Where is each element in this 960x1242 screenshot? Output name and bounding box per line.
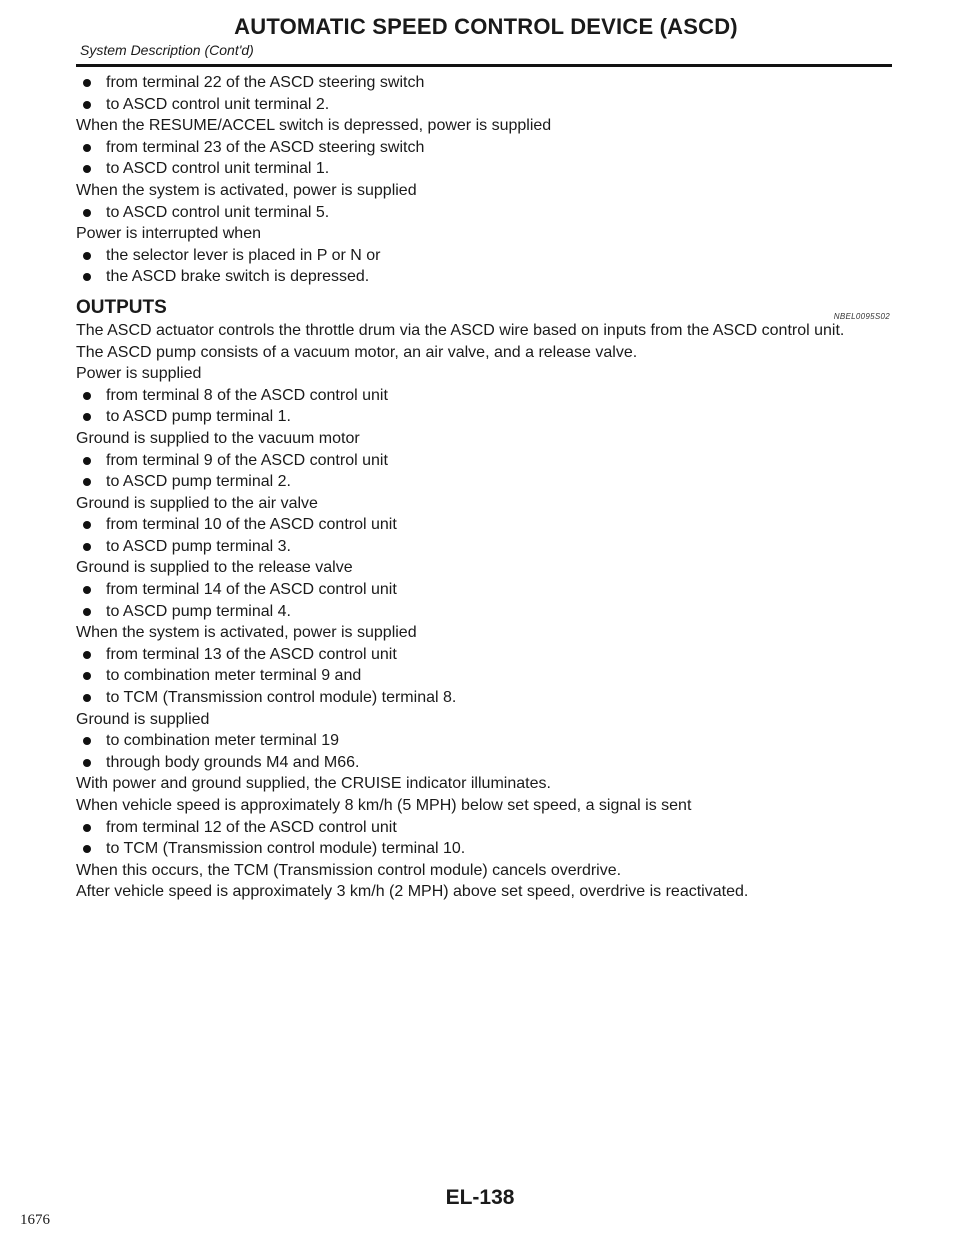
line-text: to ASCD control unit terminal 1. <box>106 160 330 178</box>
section-title: OUTPUTS <box>76 296 167 318</box>
bullet-item <box>76 94 894 116</box>
bullet-dot-icon <box>83 521 91 529</box>
paragraph-line <box>76 115 894 137</box>
bullet-dot-icon <box>83 759 91 767</box>
line-text: When the system is activated, power is supplied <box>76 181 417 199</box>
bullet-item <box>76 838 894 860</box>
line-text: Ground is supplied <box>76 710 210 728</box>
line-text: from terminal 12 of the ASCD control unit <box>106 818 397 836</box>
document-body <box>76 72 894 903</box>
bullet-item <box>76 665 894 687</box>
line-text: to ASCD pump terminal 2. <box>106 473 291 491</box>
bullet-dot-icon <box>83 457 91 465</box>
line-text: Power is supplied <box>76 365 202 383</box>
line-text: With power and ground supplied, the CRUISE indicator illuminates. <box>76 775 551 793</box>
line-text: Power is interrupted when <box>76 225 261 243</box>
bullet-item <box>76 730 894 752</box>
bullet-item <box>76 406 894 428</box>
paragraph-line <box>76 795 894 817</box>
line-text: When this occurs, the TCM (Transmission control module) cancels overdrive. <box>76 861 622 879</box>
line-text: to ASCD pump terminal 3. <box>106 537 291 555</box>
bullet-dot-icon <box>83 824 91 832</box>
bullet-dot-icon <box>83 672 91 680</box>
line-text: to combination meter terminal 19 <box>106 732 339 750</box>
line-text: from terminal 8 of the ASCD control unit <box>106 386 388 404</box>
line-text: the ASCD brake switch is depressed. <box>106 268 370 286</box>
paragraph-line <box>76 180 894 202</box>
bullet-item <box>76 245 894 267</box>
paragraph-line <box>76 773 894 795</box>
line-text: to ASCD pump terminal 4. <box>106 602 291 620</box>
bullet-item <box>76 644 894 666</box>
line-text: Ground is supplied to the release valve <box>76 559 353 577</box>
bullet-item <box>76 514 894 536</box>
bullet-dot-icon <box>83 79 91 87</box>
bullet-item <box>76 202 894 224</box>
bullet-item <box>76 817 894 839</box>
line-text: from terminal 14 of the ASCD control unit <box>106 581 397 599</box>
line-text: to TCM (Transmission control module) terminal 10. <box>106 840 466 858</box>
bullet-dot-icon <box>83 543 91 551</box>
line-text: to ASCD control unit terminal 2. <box>106 95 330 113</box>
line-text: to ASCD control unit terminal 5. <box>106 203 330 221</box>
outputs-section-header <box>76 296 894 320</box>
bullet-dot-icon <box>83 209 91 217</box>
inputs-continued-block <box>76 72 894 288</box>
bullet-dot-icon <box>83 845 91 853</box>
bullet-item <box>76 158 894 180</box>
bullet-dot-icon <box>83 737 91 745</box>
bullet-item <box>76 579 894 601</box>
line-text: from terminal 22 of the ASCD steering switch <box>106 74 425 91</box>
paragraph-line <box>76 428 894 450</box>
bullet-dot-icon <box>83 651 91 659</box>
line-text: Ground is supplied to the vacuum motor <box>76 429 360 447</box>
bullet-dot-icon <box>83 694 91 702</box>
line-text: When vehicle speed is approximately 8 km/h (5 MPH) below set speed, a signal is sent <box>76 797 692 814</box>
line-text: from terminal 23 of the ASCD steering switch <box>106 138 425 156</box>
bullet-item <box>76 471 894 493</box>
paragraph-line <box>76 363 894 385</box>
page-number: EL-138 <box>445 1186 515 1209</box>
paragraph-line <box>76 860 894 882</box>
bullet-item <box>76 536 894 558</box>
line-text: to TCM (Transmission control module) terminal 8. <box>106 689 457 707</box>
bullet-dot-icon <box>83 144 91 152</box>
page-title: AUTOMATIC SPEED CONTROL DEVICE (ASCD) <box>234 14 738 39</box>
line-text: The ASCD pump consists of a vacuum motor, an air valve, and a release valve. <box>76 343 638 361</box>
line-text: to combination meter terminal 9 and <box>106 667 362 685</box>
line-text: from terminal 10 of the ASCD control unit <box>106 516 397 534</box>
line-text: The ASCD actuator controls the throttle drum via the ASCD wire based on inputs from the ASCD control unit. <box>76 321 845 339</box>
bullet-dot-icon <box>83 392 91 400</box>
bullet-item <box>76 687 894 709</box>
bullet-dot-icon <box>83 165 91 173</box>
paragraph-line <box>76 622 894 644</box>
bullet-item <box>76 137 894 159</box>
page-header <box>80 14 892 58</box>
paragraph-line <box>76 709 894 731</box>
bullet-dot-icon <box>83 608 91 616</box>
bullet-item <box>76 72 894 94</box>
bullet-dot-icon <box>83 478 91 486</box>
bullet-item <box>76 266 894 288</box>
line-text: to ASCD pump terminal 1. <box>106 408 291 426</box>
line-text: through body grounds M4 and M66. <box>106 753 360 771</box>
bullet-dot-icon <box>83 586 91 594</box>
folio-number: 1676 <box>20 1212 50 1228</box>
line-text: After vehicle speed is approximately 3 km/h (2 MPH) above set speed, overdrive is reactivated. <box>76 883 749 901</box>
paragraph-line <box>76 320 894 342</box>
paragraph-line <box>76 342 894 364</box>
line-text: Ground is supplied to the air valve <box>76 494 318 512</box>
outputs-block <box>76 320 894 903</box>
section-reference-code: NBEL0095S02 <box>833 311 890 321</box>
bullet-item <box>76 450 894 472</box>
bullet-item <box>76 385 894 407</box>
bullet-dot-icon <box>83 252 91 260</box>
line-text: When the system is activated, power is supplied <box>76 624 417 642</box>
paragraph-line <box>76 223 894 245</box>
line-text: When the RESUME/ACCEL switch is depressed, power is supplied <box>76 117 552 135</box>
line-text: from terminal 9 of the ASCD control unit <box>106 451 388 469</box>
bullet-item <box>76 752 894 774</box>
bullet-item <box>76 601 894 623</box>
paragraph-line <box>76 881 894 903</box>
line-text: the selector lever is placed in P or N or <box>106 246 381 264</box>
bullet-dot-icon <box>83 273 91 281</box>
page-subtitle: System Description (Cont'd) <box>80 42 254 58</box>
bullet-dot-icon <box>83 101 91 109</box>
paragraph-line <box>76 493 894 515</box>
line-text: from terminal 13 of the ASCD control unit <box>106 645 397 663</box>
header-rule <box>76 64 892 67</box>
bullet-dot-icon <box>83 413 91 421</box>
paragraph-line <box>76 557 894 579</box>
